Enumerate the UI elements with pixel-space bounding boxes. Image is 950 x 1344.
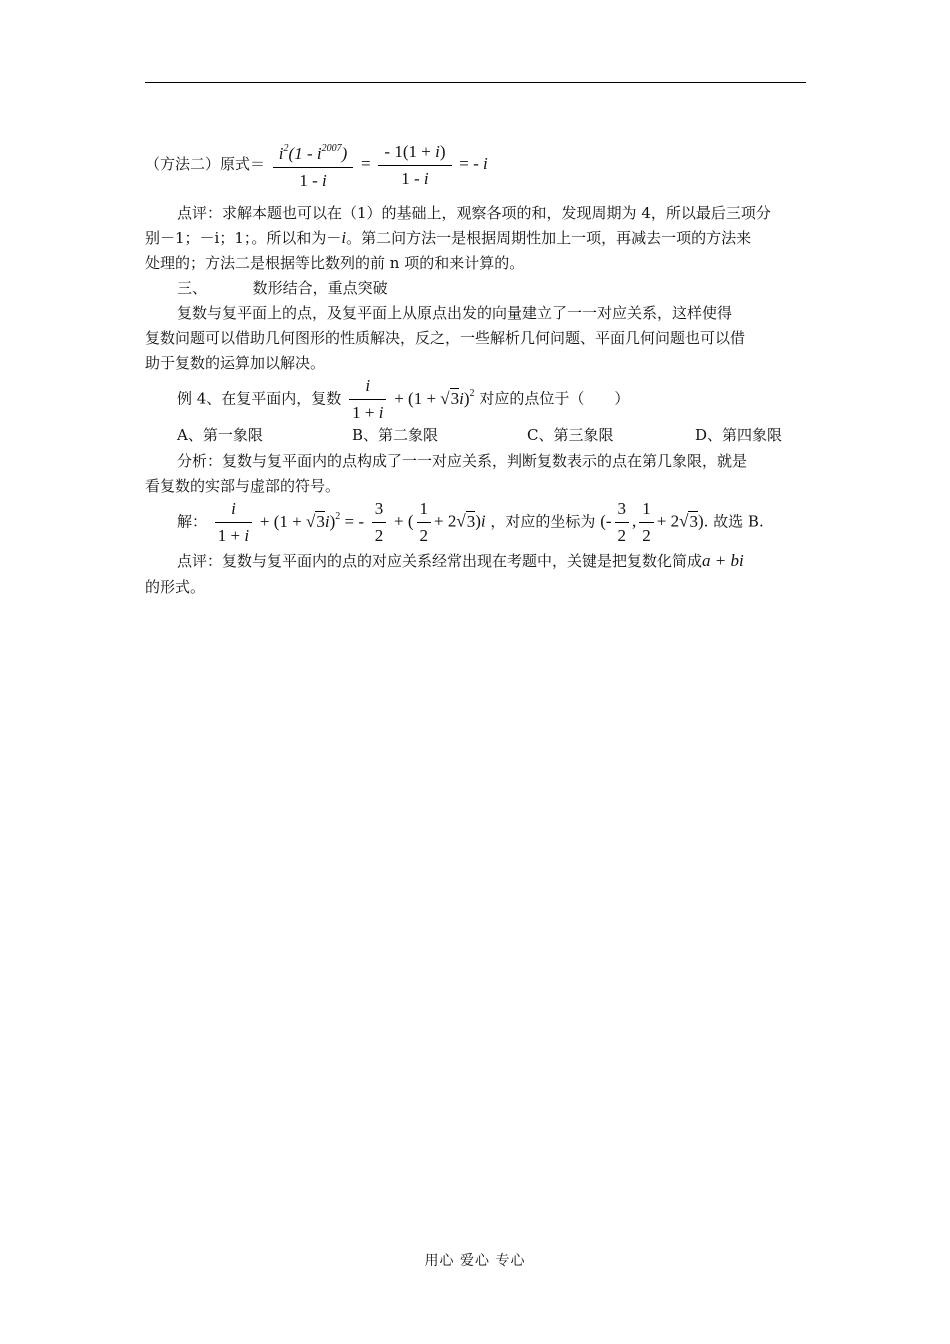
comment2-line2: 的形式。 xyxy=(145,578,206,596)
analysis-line1: 分析：复数与复平面内的点构成了一一对应关系，判断复数表示的点在第几象限，就是 xyxy=(177,452,748,470)
option-d: D、第四象限 xyxy=(695,426,783,444)
comment1-i: i xyxy=(341,228,347,247)
solution-frac-1-2: $\frac{1}{2}$ xyxy=(417,498,432,547)
method2-line xyxy=(145,138,488,192)
method2-eq: = xyxy=(361,154,371,173)
comment2-math: a + bi xyxy=(702,551,744,570)
option-a: A、第一象限 xyxy=(177,426,263,444)
example4-prefix: 例 4、在复平面内，复数 xyxy=(177,389,342,408)
options-row xyxy=(145,424,822,446)
comment2-line1: 点评：复数与复平面内的点的对应关系经常出现在考题中，关键是把复数化简成a + bi xyxy=(177,551,744,570)
method2-fraction-1: $\frac{i^2(1 - i^{2007})}{1 - i}$ xyxy=(273,138,353,192)
section3-number: 三、 xyxy=(177,279,208,297)
intro-line3: 助于复数的运算加以解决。 xyxy=(145,354,326,372)
section3-title: 数形结合，重点突破 xyxy=(252,279,388,297)
solution-text-mid: ，对应的坐标为 xyxy=(490,512,596,531)
method2-result: = - i xyxy=(459,154,488,173)
solution-frac-3-2: $\frac{3}{2}$ xyxy=(372,498,387,547)
comment1-line3: 处理的；方法二是根据等比数列的前 n 项的和来计算的。 xyxy=(145,254,525,272)
option-b: B、第二象限 xyxy=(352,426,439,444)
solution-text-end: . 故选 B. xyxy=(703,512,764,531)
method2-fraction-2: $\frac{- 1(1 + i)}{1 - i}$ xyxy=(378,141,451,190)
intro-line1: 复数与复平面上的点，及复平面上从原点出发的向量建立了一一对应关系，这样使得 xyxy=(177,304,733,322)
page-footer: 用心 爱心 专心 xyxy=(424,1253,526,1269)
solution-coord-frac-1: $\frac{3}{2}$ xyxy=(615,498,630,547)
solution-frac-i: $\frac{i}{1 + i}$ xyxy=(215,498,252,547)
solution-coord-frac-2: $\frac{1}{2}$ xyxy=(639,498,654,547)
option-c: C、第三象限 xyxy=(527,426,614,444)
analysis-line2: 看复数的实部与虚部的符号。 xyxy=(145,477,341,495)
header-rule xyxy=(145,82,806,83)
solution-label: 解： xyxy=(177,512,208,531)
example4-suffix: 对应的点位于（ ） xyxy=(479,389,630,408)
solution-line: 解： $\frac{i}{1 + i}$ + $(1 + √3i)^2$ = - $\frac{3}{2}$ + ( $\frac{1}{2}$ + 2√3)i ，对应的坐标为 (- $\frac{3}{2}$ , $\frac{1}{2}$ + 2√3). 故选 B. xyxy=(177,499,764,545)
comment1-line1: 点评：求解本题也可以在（1）的基础上，观察各项的和，发现周期为 4，所以最后三项分 xyxy=(177,204,771,222)
example4-fraction: $\frac{i}{1 + i}$ xyxy=(349,375,386,424)
method2-label: （方法二）原式＝ xyxy=(145,155,266,173)
comment1-line2: 别－1；－i；1；。所以和为－i。第二问方法一是根据周期性加上一项，再减去一项的方法来 xyxy=(145,228,752,247)
intro-line2: 复数问题可以借助几何图形的性质解决，反之，一些解析几何问题、平面几何问题也可以借 xyxy=(145,329,746,347)
example4-line xyxy=(145,375,629,424)
example4-expr: + $(1 + √3i)^2$ xyxy=(394,387,475,408)
section3-heading xyxy=(145,277,388,299)
